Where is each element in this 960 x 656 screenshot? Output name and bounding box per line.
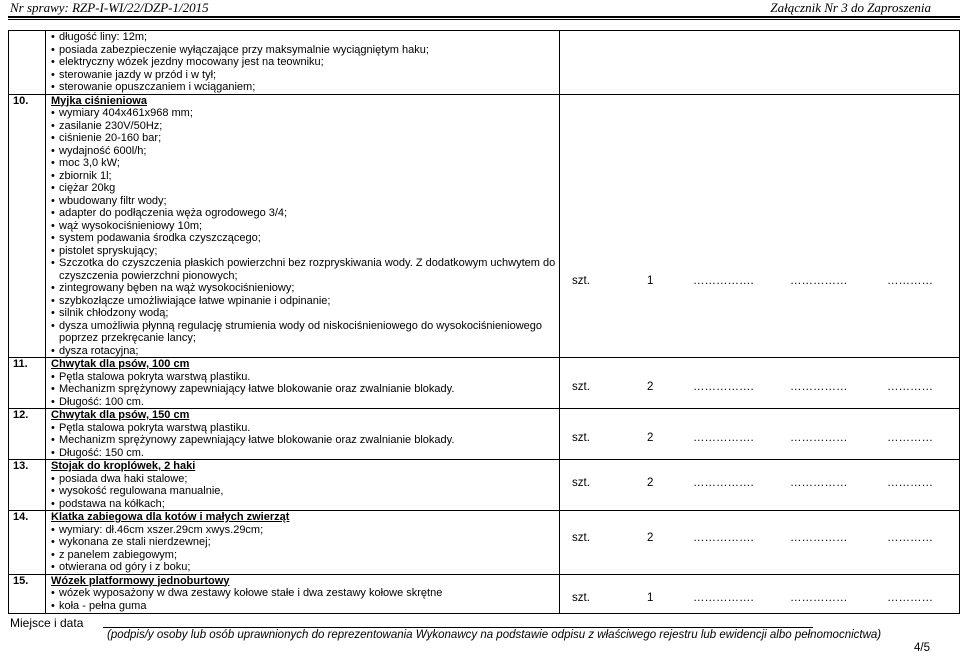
net-value-blank: ……………	[790, 432, 848, 444]
gross-value-blank: …………	[887, 432, 933, 444]
quantity-line	[572, 477, 960, 490]
item-title: Chwytak dla psów, 150 cm	[51, 409, 190, 421]
unit-price-blank: …………….	[693, 274, 754, 287]
signature-note: (podpis/y osoby lub osób uprawnionych do reprezentowania Wykonawcy na podstawie odpisu z właściwego rejestru lub ewidencji albo pełnomocnictwa)	[107, 629, 882, 641]
place-date-label: Miejsce i data	[10, 616, 84, 630]
signature-line	[103, 627, 813, 628]
list-item: • system podawania środka czyszczącego;	[51, 232, 559, 245]
list-item: • długość liny: 12m;	[51, 31, 559, 44]
list-item: • silnik chłodzony wodą;	[51, 307, 559, 320]
item-title: Stojak do kroplówek, 2 haki	[51, 460, 196, 472]
list-item: • Długość: 150 cm.	[51, 447, 559, 460]
list-item: • wbudowany filtr wody;	[51, 195, 559, 208]
unit-price-blank: …………….	[693, 532, 754, 544]
list-item: • z panelem zabiegowym;	[51, 549, 559, 562]
quantity-line	[572, 592, 960, 605]
table-row	[9, 31, 960, 95]
item-description	[46, 574, 560, 613]
quantity-cell	[560, 511, 960, 575]
quantity-cell	[560, 460, 960, 511]
unit-label: szt.	[572, 432, 590, 444]
gross-value-blank: …………	[887, 591, 933, 604]
table-row	[9, 409, 960, 460]
spec-list	[51, 473, 559, 511]
item-number: 15.	[9, 574, 46, 613]
spec-list	[51, 371, 559, 409]
item-number	[9, 31, 46, 95]
list-item: • adapter do podłączenia węża ogrodowego 3/4;	[51, 207, 559, 220]
list-item: • otwierana od góry i z boku;	[51, 561, 559, 574]
list-item: • elektryczny wózek jezdny mocowany jest na teowniku;	[51, 56, 559, 69]
table-row	[9, 358, 960, 409]
list-item: • podstawa na kółkach;	[51, 498, 559, 511]
item-number: 13.	[9, 460, 46, 511]
unit-label: szt.	[572, 532, 590, 544]
quantity-value: 1	[647, 591, 654, 604]
table-row	[9, 511, 960, 575]
list-item: • zasilanie 230V/50Hz;	[51, 120, 559, 133]
quantity-line	[572, 381, 960, 394]
item-description	[46, 94, 560, 358]
spec-list	[51, 587, 559, 612]
net-value-blank: ……………	[790, 477, 848, 489]
net-value-blank: ……………	[790, 591, 848, 604]
page-number: 4/5	[914, 642, 930, 654]
list-item: • posiada zabezpieczenie wyłączające przy maksymalnie wyciągniętym haku;	[51, 44, 559, 57]
item-title: Chwytak dla psów, 100 cm	[51, 358, 190, 370]
item-number: 14.	[9, 511, 46, 575]
list-item: • wykonana ze stali nierdzewnej;	[51, 536, 559, 549]
unit-label: szt.	[572, 381, 590, 393]
list-item: • sterowanie jazdy w przód i w tył;	[51, 69, 559, 82]
quantity-cell	[560, 574, 960, 613]
quantity-value: 1	[647, 274, 654, 287]
list-item: • wydajność 600l/h;	[51, 145, 559, 158]
item-title: Wózek platformowy jednoburtowy	[51, 574, 230, 587]
table-row	[9, 460, 960, 511]
list-item: • dysza umożliwia płynną regulację strumienia wody od niskociśnieniowego do wysokociśnieniowego poprzez przekręcanie lancy;	[51, 320, 559, 345]
net-value-blank: ……………	[790, 532, 848, 544]
unit-label: szt.	[572, 274, 590, 287]
list-item: • wymiary 404x461x968 mm;	[51, 107, 559, 120]
item-title: Myjka ciśnieniowa	[51, 94, 147, 107]
gross-value-blank: …………	[887, 477, 933, 489]
list-item: • Szczotka do czyszczenia płaskich powierzchni bez rozpryskiwania wody. Z dodatkowym uchwytem do czyszczenia powierzchni pionowych;	[51, 257, 559, 282]
table-row	[9, 94, 960, 358]
header-rule	[8, 16, 960, 18]
quantity-value: 2	[647, 532, 654, 544]
list-item: • zintegrowany bęben na wąż wysokociśnieniowy;	[51, 282, 559, 295]
net-value-blank: ……………	[790, 274, 848, 287]
list-item: • szybkozłącze umożliwiające łatwe wpinanie i odpinanie;	[51, 295, 559, 308]
item-number: 12.	[9, 409, 46, 460]
case-number: Nr sprawy: RZP-I-WI/22/DZP-1/2015	[10, 0, 209, 15]
spec-list	[51, 107, 559, 357]
list-item: • ciężar 20kg	[51, 182, 559, 195]
list-item: • wymiary: dł.46cm xszer.29cm xwys.29cm;	[51, 524, 559, 537]
list-item: • wąż wysokociśnieniowy 10m;	[51, 220, 559, 233]
table-row	[9, 574, 960, 613]
quantity-cell	[560, 31, 960, 95]
gross-value-blank: …………	[887, 532, 933, 544]
header-rule-thin	[8, 19, 960, 20]
quantity-cell	[560, 94, 960, 358]
list-item: • pistolet spryskujący;	[51, 245, 559, 258]
quantity-value: 2	[647, 432, 654, 444]
unit-label: szt.	[572, 591, 590, 604]
spec-list	[51, 524, 559, 574]
item-description	[46, 358, 560, 409]
quantity-line	[572, 432, 960, 445]
page-header	[0, 0, 960, 16]
unit-price-blank: …………….	[693, 381, 754, 393]
list-item: • Pętla stalowa pokryta warstwą plastiku.	[51, 422, 559, 435]
unit-price-blank: …………….	[693, 432, 754, 444]
list-item: • ciśnienie 20-160 bar;	[51, 132, 559, 145]
spec-list	[51, 31, 559, 94]
quantity-line	[572, 532, 960, 545]
quantity-line	[572, 275, 960, 288]
quantity-value: 2	[647, 381, 654, 393]
list-item: • Mechanizm sprężynowy zapewniający łatwe blokowanie oraz zwalnianie blokady.	[51, 383, 559, 396]
item-description	[46, 31, 560, 95]
list-item: • zbiornik 1l;	[51, 170, 559, 183]
gross-value-blank: …………	[887, 381, 933, 393]
spec-list	[51, 422, 559, 460]
list-item: • moc 3,0 kW;	[51, 157, 559, 170]
list-item: • Pętla stalowa pokryta warstwą plastiku.	[51, 371, 559, 384]
gross-value-blank: …………	[887, 274, 933, 287]
net-value-blank: ……………	[790, 381, 848, 393]
item-description	[46, 409, 560, 460]
list-item: • koła - pełna guma	[51, 600, 559, 613]
list-item: • Długość: 100 cm.	[51, 396, 559, 409]
unit-price-blank: …………….	[693, 477, 754, 489]
quantity-cell	[560, 358, 960, 409]
list-item: • wysokość regulowana manualnie,	[51, 485, 559, 498]
quantity-cell	[560, 409, 960, 460]
list-item: • Mechanizm sprężynowy zapewniający łatwe blokowanie oraz zwalnianie blokady.	[51, 434, 559, 447]
item-title: Klatka zabiegowa dla kotów i małych zwierząt	[51, 511, 290, 523]
list-item: • wózek wyposażony w dwa zestawy kołowe stałe i dwa zestawy kołowe skrętne	[51, 587, 559, 600]
attachment-label: Załącznik Nr 3 do Zaproszenia	[770, 0, 931, 15]
items-table	[8, 30, 960, 614]
unit-price-blank: …………….	[693, 591, 754, 604]
item-number: 10.	[9, 94, 46, 358]
item-description	[46, 511, 560, 575]
list-item: • posiada dwa haki stalowe;	[51, 473, 559, 486]
unit-label: szt.	[572, 477, 590, 489]
item-description	[46, 460, 560, 511]
list-item: • dysza rotacyjna;	[51, 345, 559, 358]
item-number: 11.	[9, 358, 46, 409]
quantity-value: 2	[647, 477, 654, 489]
list-item: • sterowanie opuszczaniem i wciąganiem;	[51, 81, 559, 94]
